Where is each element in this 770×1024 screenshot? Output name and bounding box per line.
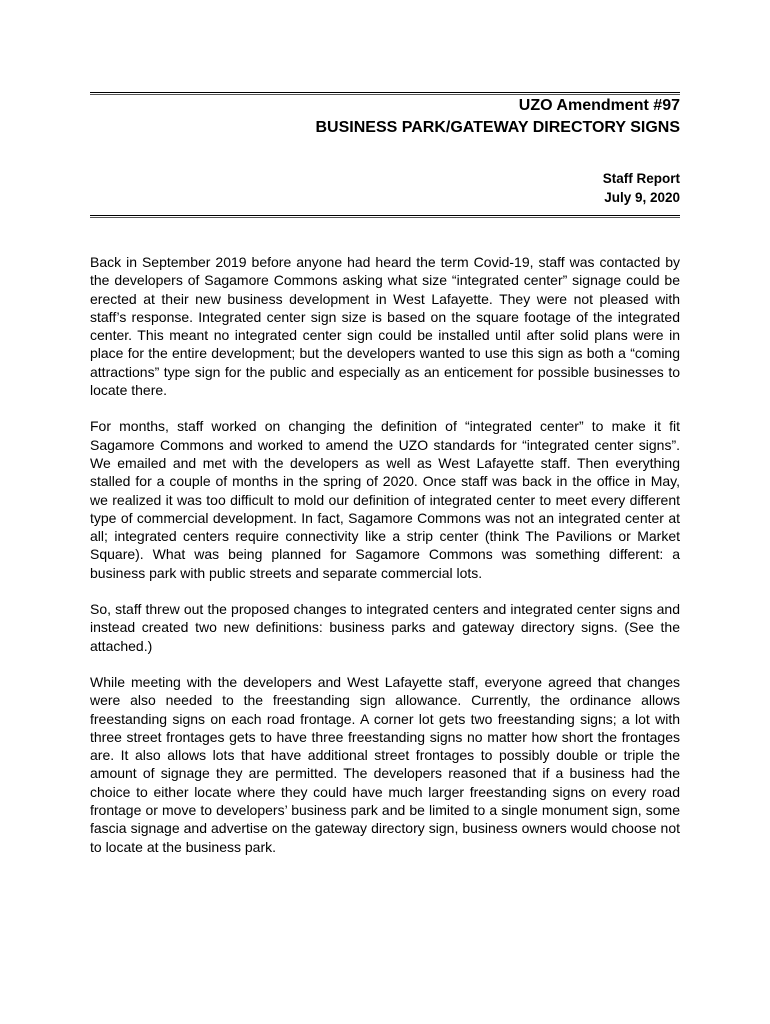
document-subtitle: BUSINESS PARK/GATEWAY DIRECTORY SIGNS <box>315 119 680 136</box>
paragraph-4: While meeting with the developers and West Lafayette staff, everyone agreed that changes were also needed to the freestanding sign allowance. Currently, the ordinance allows freestanding signs on each road frontage. A corner lot gets two freestanding signs; a lot with three street frontages gets to have three freestanding signs no matter how short the frontages are. It also allows lots that have additional street frontages to possibly double or triple the amount of signage they are permitted. The developers reasoned that if a business had the choice to either locate where they could have much larger freestanding signs on every road frontage or move to developers’ business park and be limited to a single monument sign, some fascia signage and advertise on the gateway directory sign, business owners would choose not to locate at the business park. <box>90 673 680 855</box>
paragraph-2: For months, staff worked on changing the definition of “integrated center” to make it fit Sagamore Commons and worked to amend the UZO standards for “integrated center signs”. We emailed and met with the developers as well as West Lafayette staff. Then everything stalled for a couple of months in the spring of 2020. Once staff was back in the office in May, we realized it was too difficult to mold our definition of integrated center to meet every different type of commercial development. In fact, Sagamore Commons was not an integrated center at all; integrated centers require connectivity like a strip center (think The Pavilions or Market Square). What was being planned for Sagamore Commons was something different: a business park with public streets and separate commercial lots. <box>90 418 680 581</box>
document-header <box>90 95 680 207</box>
report-label: Staff Report <box>602 171 680 186</box>
document-body <box>90 253 680 874</box>
header-bottom-rule <box>90 215 680 218</box>
report-date: July 9, 2020 <box>604 190 680 205</box>
paragraph-3: So, staff threw out the proposed changes to integrated centers and integrated center signs and instead created two new definitions: business parks and gateway directory signs. (See the attached.) <box>90 601 680 654</box>
report-info <box>90 169 680 207</box>
paragraph-1: Back in September 2019 before anyone had heard the term Covid-19, staff was contacted by the developers of Sagamore Commons asking what size “integrated center” signage could be erected at their new business development in West Lafayette. They were not pleased with staff’s response. Integrated center sign size is based on the square footage of the integrated center. This meant no integrated center sign could be installed until after solid plans were in place for the entire development; but the developers wanted to use this sign as both a “coming attractions” type sign for the public and especially as an enticement for possible businesses to locate there. <box>90 254 680 399</box>
document-title: UZO Amendment #97 <box>518 97 680 114</box>
